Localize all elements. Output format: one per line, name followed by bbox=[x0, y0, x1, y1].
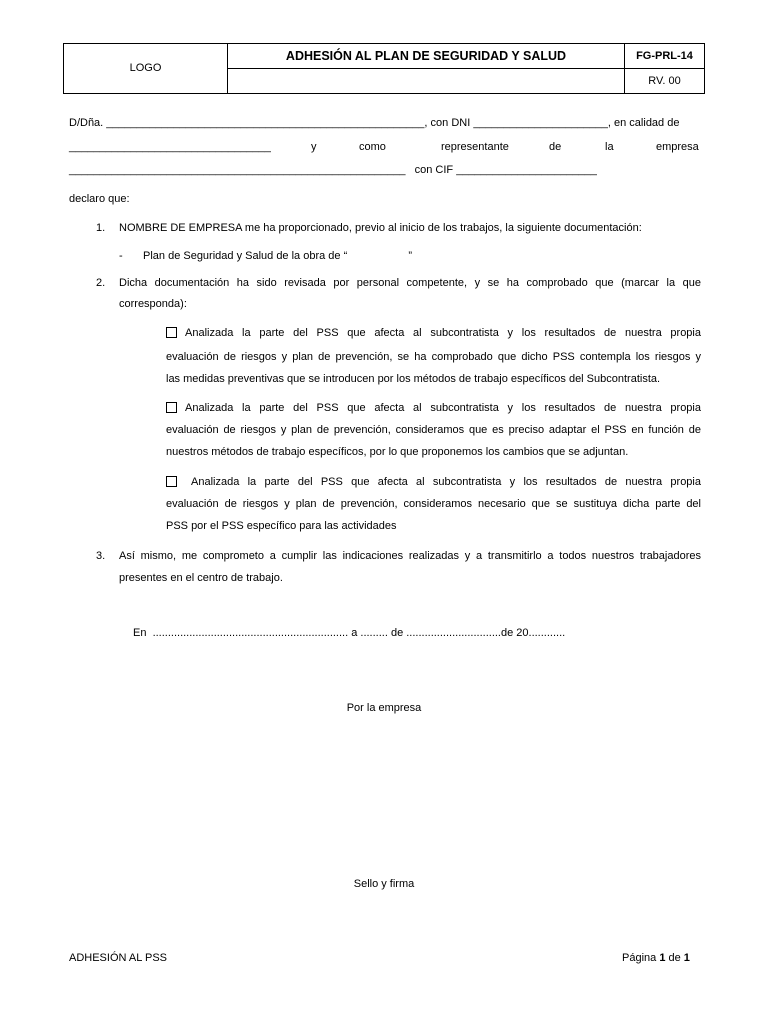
intro-word-de: de bbox=[549, 141, 562, 153]
document-header-table bbox=[63, 43, 705, 94]
item-2-number: 2. bbox=[96, 277, 106, 289]
footer-left: ADHESIÓN AL PSS bbox=[69, 952, 168, 964]
option-2-row[interactable] bbox=[166, 402, 181, 416]
intro-word-empresa: empresa bbox=[656, 141, 699, 153]
intro-word-la: la bbox=[605, 141, 614, 153]
item-1-sub-dash: - bbox=[119, 250, 123, 262]
header-blank-cell bbox=[228, 69, 625, 93]
option-1-line-1: Analizada la parte del PSS que afecta al subcontratista y los resultados de nuestra propia bbox=[185, 327, 701, 339]
item-1-text: NOMBRE DE EMPRESA me ha proporcionado, previo al inicio de los trabajos, la siguiente documentación: bbox=[119, 222, 642, 234]
option-3-line-2: evaluación de riesgos y plan de prevención, consideramos necesario que se sustituya dicha parte del bbox=[166, 498, 701, 510]
item-3-line-2: presentes en el centro de trabajo. bbox=[119, 572, 283, 584]
footer-page-number bbox=[622, 951, 690, 965]
option-3-line-1: Analizada la parte del PSS que afecta al subcontratista y los resultados de nuestra propia bbox=[191, 476, 701, 488]
date-place-line: En ................................................................ a ......... de ...............................de 20............ bbox=[133, 627, 566, 639]
document-title: ADHESIÓN AL PLAN DE SEGURIDAD Y SALUD bbox=[228, 44, 625, 69]
revision-label: RV. 00 bbox=[648, 75, 681, 87]
item-3-number: 3. bbox=[96, 550, 106, 562]
option-1-line-3: las medidas preventivas que se introducen por los métodos de trabajo específicos del Subcontratista. bbox=[166, 373, 661, 385]
por-la-empresa: Por la empresa bbox=[346, 702, 422, 714]
option-1-line-2: evaluación de riesgos y plan de prevención, se ha comprobado que dicho PSS contempla los riesgos y bbox=[166, 351, 701, 363]
option-2-checkbox[interactable] bbox=[166, 402, 177, 413]
option-3-checkbox[interactable] bbox=[166, 476, 177, 487]
item-2-line-2: corresponda): bbox=[119, 298, 187, 310]
intro-word-como: como bbox=[359, 141, 386, 153]
intro-line-3: _______________________________________________________ con CIF _______________________ bbox=[69, 164, 597, 176]
footer-page-total: 1 bbox=[683, 952, 690, 964]
item-1-sub-text: Plan de Seguridad y Salud de la obra de “ ” bbox=[143, 250, 413, 262]
option-1-row[interactable] bbox=[166, 327, 181, 341]
declaro-que: declaro que: bbox=[69, 193, 130, 205]
intro-line-2-blank: _________________________________ bbox=[69, 141, 271, 153]
option-2-line-3: nuestros métodos de trabajo específicos, por lo que proponemos los cambios que se adjuntan. bbox=[166, 446, 629, 458]
logo-cell: LOGO bbox=[64, 44, 228, 93]
option-1-checkbox[interactable] bbox=[166, 327, 177, 338]
intro-line-1: D/Dña. ____________________________________________________, con DNI ______________________, en calidad de bbox=[69, 117, 680, 129]
item-3-line-1: Así mismo, me comprometo a cumplir las indicaciones realizadas y a transmitirlo a todos nuestros trabajadores bbox=[119, 550, 701, 562]
option-2-line-2: evaluación de riesgos y plan de prevención, consideramos que es preciso adaptar el PSS en función de bbox=[166, 424, 701, 436]
option-3-row[interactable] bbox=[166, 476, 181, 490]
form-code: FG-PRL-14 bbox=[625, 44, 704, 69]
option-3-line-3: PSS por el PSS específico para las actividades bbox=[166, 520, 397, 532]
item-2-line-1: Dicha documentación ha sido revisada por personal competente, y se ha comprobado que (marcar la que bbox=[119, 277, 701, 289]
item-1-number: 1. bbox=[96, 222, 106, 234]
footer-page-prefix: Página bbox=[622, 952, 660, 964]
intro-word-representante: representante bbox=[441, 141, 509, 153]
sello-y-firma: Sello y firma bbox=[353, 878, 415, 890]
footer-page-current: 1 bbox=[659, 952, 666, 964]
footer-page-mid: de bbox=[665, 952, 684, 964]
option-2-line-1: Analizada la parte del PSS que afecta al subcontratista y los resultados de nuestra propia bbox=[185, 402, 701, 414]
intro-word-y: y bbox=[311, 141, 317, 153]
